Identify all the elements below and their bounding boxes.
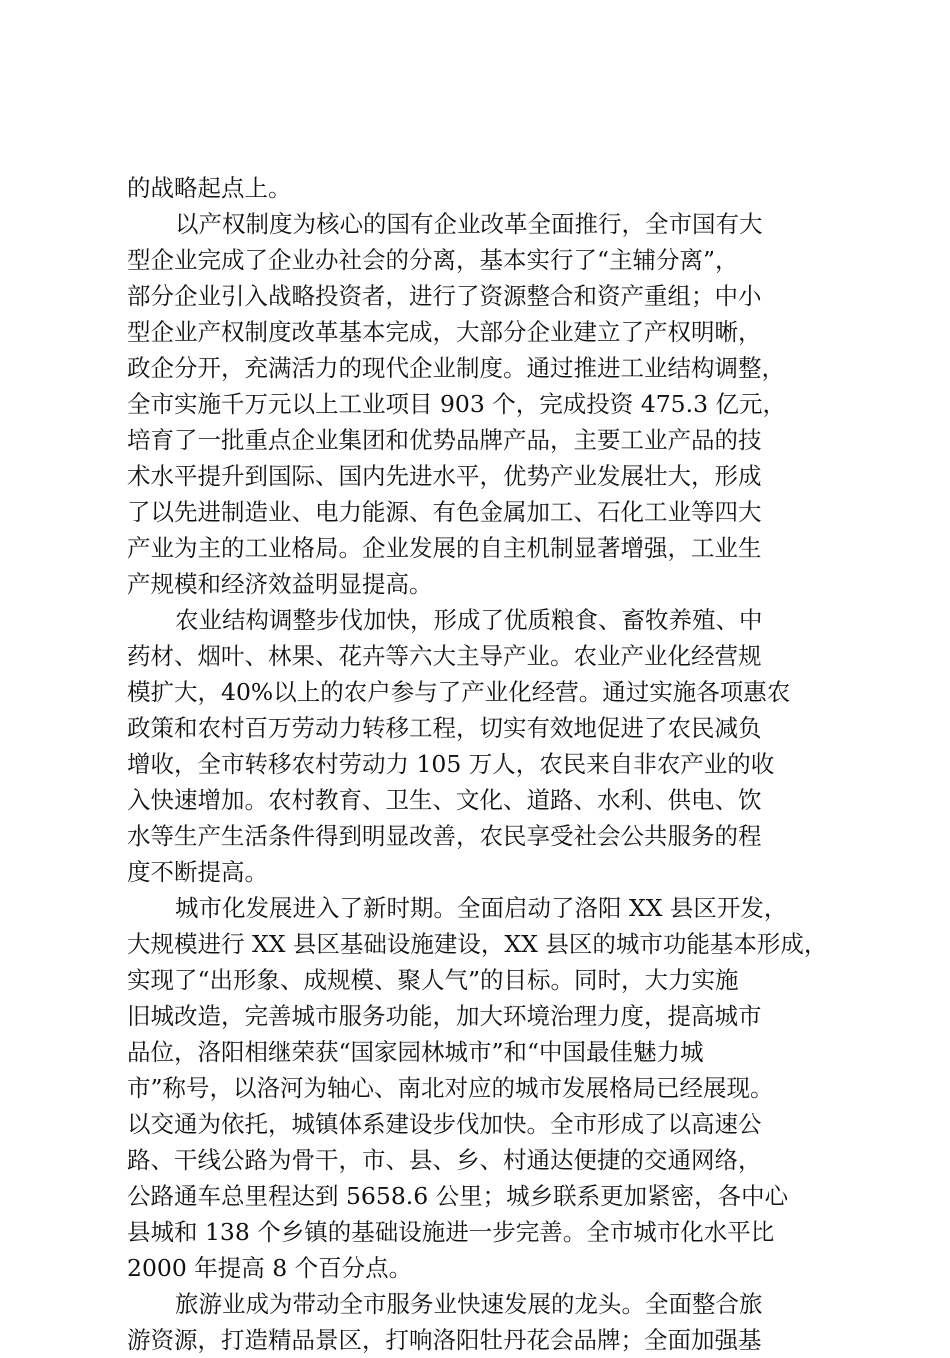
text-line: 部分企业引入战略投资者，进行了资源整合和资产重组；中小: [127, 282, 762, 310]
text-line: 2000 年提高 8 个百分点。: [127, 1254, 413, 1282]
text-line: 市”称号，以洛河为轴心、南北对应的城市发展格局已经展现。: [127, 1074, 774, 1102]
text-line: 旧城改造，完善城市服务功能，加大环境治理力度，提高城市: [127, 1002, 762, 1030]
paragraph-first-line: 农业结构调整步伐加快，形成了优质粮食、畜牧养殖、中: [175, 606, 763, 634]
text-line: 游资源，打造精品景区，打响洛阳牡丹花会品牌；全面加强基: [127, 1326, 762, 1354]
text-line: 县城和 138 个乡镇的基础设施进一步完善。全市城市化水平比: [127, 1218, 775, 1246]
paragraph-first-line: 旅游业成为带动全市服务业快速发展的龙头。全面整合旅: [175, 1290, 763, 1318]
paragraph-first-line: 以产权制度为核心的国有企业改革全面推行，全市国有大: [175, 210, 763, 238]
text-line: 政策和农村百万劳动力转移工程，切实有效地促进了农民减负: [127, 714, 762, 742]
text-line: 了以先进制造业、电力能源、有色金属加工、石化工业等四大: [127, 498, 762, 526]
text-line: 品位，洛阳相继荣获“国家园林城市”和“中国最佳魅力城: [127, 1038, 704, 1066]
text-line: 药材、烟叶、林果、花卉等六大主导产业。农业产业化经营规: [127, 642, 762, 670]
text-line: 以交通为依托，城镇体系建设步伐加快。全市形成了以高速公: [127, 1110, 762, 1138]
text-line: 水等生产生活条件得到明显改善，农民享受社会公共服务的程: [127, 822, 762, 850]
text-line: 增收，全市转移农村劳动力 105 万人，农民来自非农产业的收: [127, 750, 775, 778]
text-line: 入快速增加。农村教育、卫生、文化、道路、水利、供电、饮: [127, 786, 762, 814]
text-line: 产规模和经济效益明显提高。: [127, 570, 433, 598]
text-line: 大规模进行 XX 县区基础设施建设，XX 县区的城市功能基本形成，: [127, 930, 828, 958]
text-line: 的战略起点上。: [127, 174, 292, 202]
text-line: 术水平提升到国际、国内先进水平，优势产业发展壮大，形成: [127, 462, 762, 490]
text-line: 政企分开，充满活力的现代企业制度。通过推进工业结构调整，: [127, 354, 785, 382]
paragraph-first-line: 城市化发展进入了新时期。全面启动了洛阳 XX 县区开发，: [175, 894, 788, 922]
text-line: 公路通车总里程达到 5658.6 公里；城乡联系更加紧密，各中心: [127, 1182, 789, 1210]
text-line: 实现了“出形象、成规模、聚人气”的目标。同时，大力实施: [127, 966, 739, 994]
text-line: 产业为主的工业格局。企业发展的自主机制显著增强，工业生: [127, 534, 762, 562]
text-line: 全市实施千万元以上工业项目 903 个，完成投资 475.3 亿元，: [127, 390, 787, 418]
text-line: 模扩大，40%以上的农户参与了产业化经营。通过实施各项惠农: [127, 678, 791, 706]
text-line: 型企业完成了企业办社会的分离，基本实行了“主辅分离”，: [127, 246, 739, 274]
text-line: 型企业产权制度改革基本完成，大部分企业建立了产权明晰，: [127, 318, 762, 346]
text-line: 路、干线公路为骨干，市、县、乡、村通达便捷的交通网络，: [127, 1146, 762, 1174]
text-line: 度不断提高。: [127, 858, 268, 886]
text-line: 培育了一批重点企业集团和优势品牌产品，主要工业产品的技: [127, 426, 762, 454]
